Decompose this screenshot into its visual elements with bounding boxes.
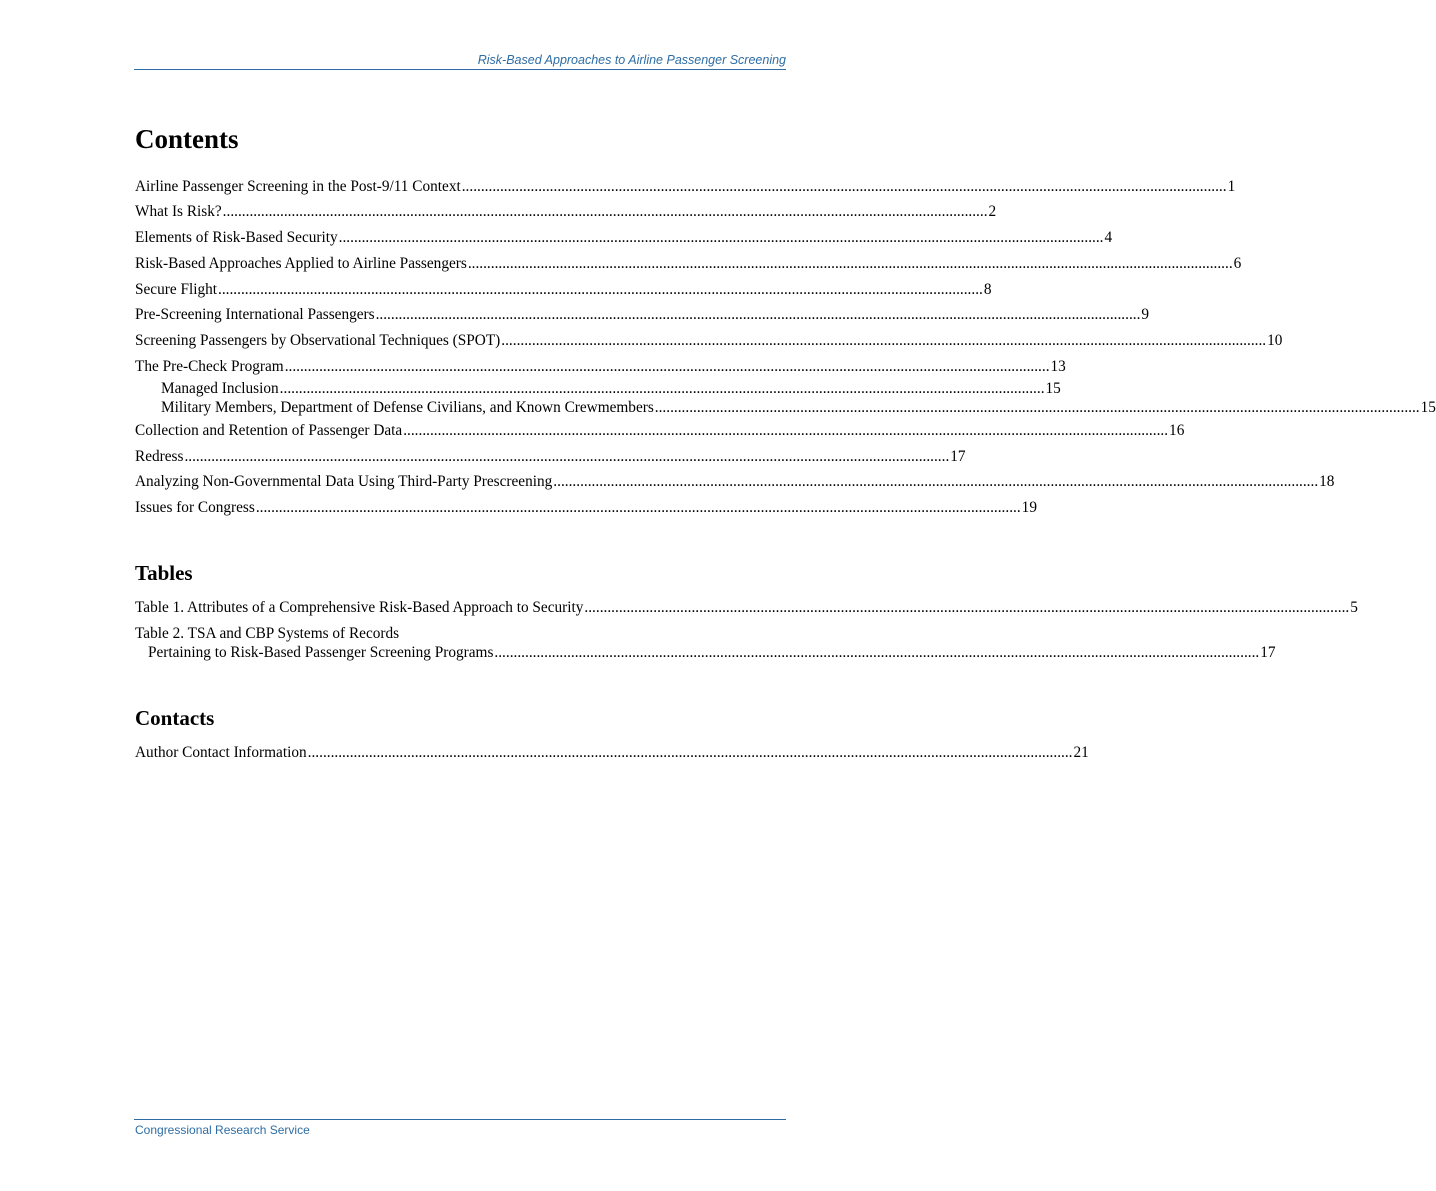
- toc-entry[interactable]: [135, 447, 966, 467]
- tables-heading: Tables: [135, 561, 193, 585]
- toc-entry-page: 15: [1045, 380, 1061, 397]
- toc-entry-page: 6: [1233, 255, 1242, 272]
- dot-leader: ........................................................................................................................................................................................................: [255, 499, 1021, 516]
- toc-entry-title: Pre-Screening International Passengers: [135, 306, 375, 323]
- toc-entry-page: 18: [1319, 473, 1335, 490]
- toc-entry-title: Risk-Based Approaches Applied to Airline Passengers: [135, 255, 467, 272]
- footer-text: Congressional Research Service: [135, 1123, 310, 1137]
- toc-entry-title: Pertaining to Risk-Based Passenger Screening Programs: [148, 644, 494, 661]
- toc-entry-title: The Pre-Check Program: [135, 358, 284, 375]
- toc-entry-page: 15: [1420, 399, 1436, 416]
- toc-entry[interactable]: [135, 228, 1113, 248]
- toc-entry-title: Elements of Risk-Based Security: [135, 229, 338, 246]
- toc-entry-page: 17: [950, 448, 966, 465]
- running-title: Risk-Based Approaches to Airline Passenger Screening: [477, 53, 786, 67]
- toc-entry-title: What Is Risk?: [135, 203, 222, 220]
- toc-entry[interactable]: [135, 305, 1150, 325]
- dot-leader: ........................................................................................................................................................................................................: [284, 358, 1050, 375]
- toc-entry-page: 1: [1227, 178, 1236, 195]
- toc-entry-page: 10: [1267, 332, 1283, 349]
- toc-entry-title: Secure Flight: [135, 281, 217, 298]
- page-footer: [134, 1119, 786, 1137]
- dot-leader: ........................................................................................................................................................................................................: [184, 448, 950, 465]
- toc-entry-title: Analyzing Non-Governmental Data Using Third-Party Prescreening: [135, 473, 553, 490]
- dot-leader: ........................................................................................................................................................................................................: [375, 306, 1141, 323]
- toc-entry-page: 16: [1169, 422, 1185, 439]
- dot-leader: ........................................................................................................................................................................................................: [307, 744, 1073, 761]
- toc-entry-title: Managed Inclusion: [161, 380, 279, 397]
- dot-leader: ........................................................................................................................................................................................................: [279, 380, 1045, 397]
- toc-entry[interactable]: [135, 472, 1335, 492]
- toc-entry[interactable]: [135, 331, 1283, 351]
- toc-entry-page: 17: [1260, 644, 1276, 661]
- toc-entry-title: Military Members, Department of Defense Civilians, and Known Crewmembers: [161, 399, 654, 416]
- table-list-entry[interactable]: [148, 643, 1276, 663]
- toc-entry-page: 4: [1104, 229, 1113, 246]
- toc-entry[interactable]: [135, 254, 1242, 274]
- toc-entry-title: Collection and Retention of Passenger Data: [135, 422, 403, 439]
- toc-subentry[interactable]: [161, 379, 1061, 399]
- toc-entry-title: Airline Passenger Screening in the Post-9/11 Context: [135, 178, 461, 195]
- dot-leader: ........................................................................................................................................................................................................: [654, 399, 1420, 416]
- toc-entry-title: Table 1. Attributes of a Comprehensive Risk-Based Approach to Security: [135, 599, 584, 616]
- toc-entry-page: 9: [1141, 306, 1150, 323]
- dot-leader: ........................................................................................................................................................................................................: [501, 332, 1267, 349]
- toc-entry-title: Author Contact Information: [135, 744, 307, 761]
- contacts-heading: Contacts: [135, 706, 215, 730]
- toc-entry-title: Issues for Congress: [135, 499, 255, 516]
- toc-entry[interactable]: [135, 421, 1185, 441]
- toc-entry[interactable]: [135, 357, 1066, 377]
- toc-entry[interactable]: [135, 280, 992, 300]
- toc-entry-page: 5: [1350, 599, 1358, 616]
- toc-entry-title: Screening Passengers by Observational Techniques (SPOT): [135, 332, 501, 349]
- page-header: [134, 53, 786, 70]
- dot-leader: ........................................................................................................................................................................................................: [222, 203, 988, 220]
- toc-entry[interactable]: [135, 202, 997, 222]
- dot-leader: ........................................................................................................................................................................................................: [494, 644, 1260, 661]
- toc-entry[interactable]: [135, 177, 1236, 197]
- toc-entry-page: 2: [988, 203, 997, 220]
- toc-subentry[interactable]: [161, 398, 1436, 418]
- dot-leader: ........................................................................................................................................................................................................: [461, 178, 1227, 195]
- dot-leader: ........................................................................................................................................................................................................: [218, 281, 983, 298]
- dot-leader: ........................................................................................................................................................................................................: [467, 255, 1233, 272]
- toc-entry-page: 21: [1073, 744, 1089, 761]
- toc-entry-page: 13: [1050, 358, 1066, 375]
- table-list-entry[interactable]: [135, 598, 1358, 618]
- toc-entry[interactable]: [135, 498, 1037, 518]
- dot-leader: ........................................................................................................................................................................................................: [584, 599, 1350, 616]
- table-list-entry-line1[interactable]: Table 2. TSA and CBP Systems of Records: [135, 625, 400, 642]
- toc-entry-page: 19: [1021, 499, 1037, 516]
- toc-entry-title: Redress: [135, 448, 184, 465]
- dot-leader: ........................................................................................................................................................................................................: [338, 229, 1104, 246]
- toc-entry-page: 8: [983, 281, 992, 298]
- dot-leader: ........................................................................................................................................................................................................: [553, 473, 1319, 490]
- contents-heading: Contents: [135, 124, 239, 154]
- contacts-entry[interactable]: [135, 743, 1089, 763]
- dot-leader: ........................................................................................................................................................................................................: [403, 422, 1169, 439]
